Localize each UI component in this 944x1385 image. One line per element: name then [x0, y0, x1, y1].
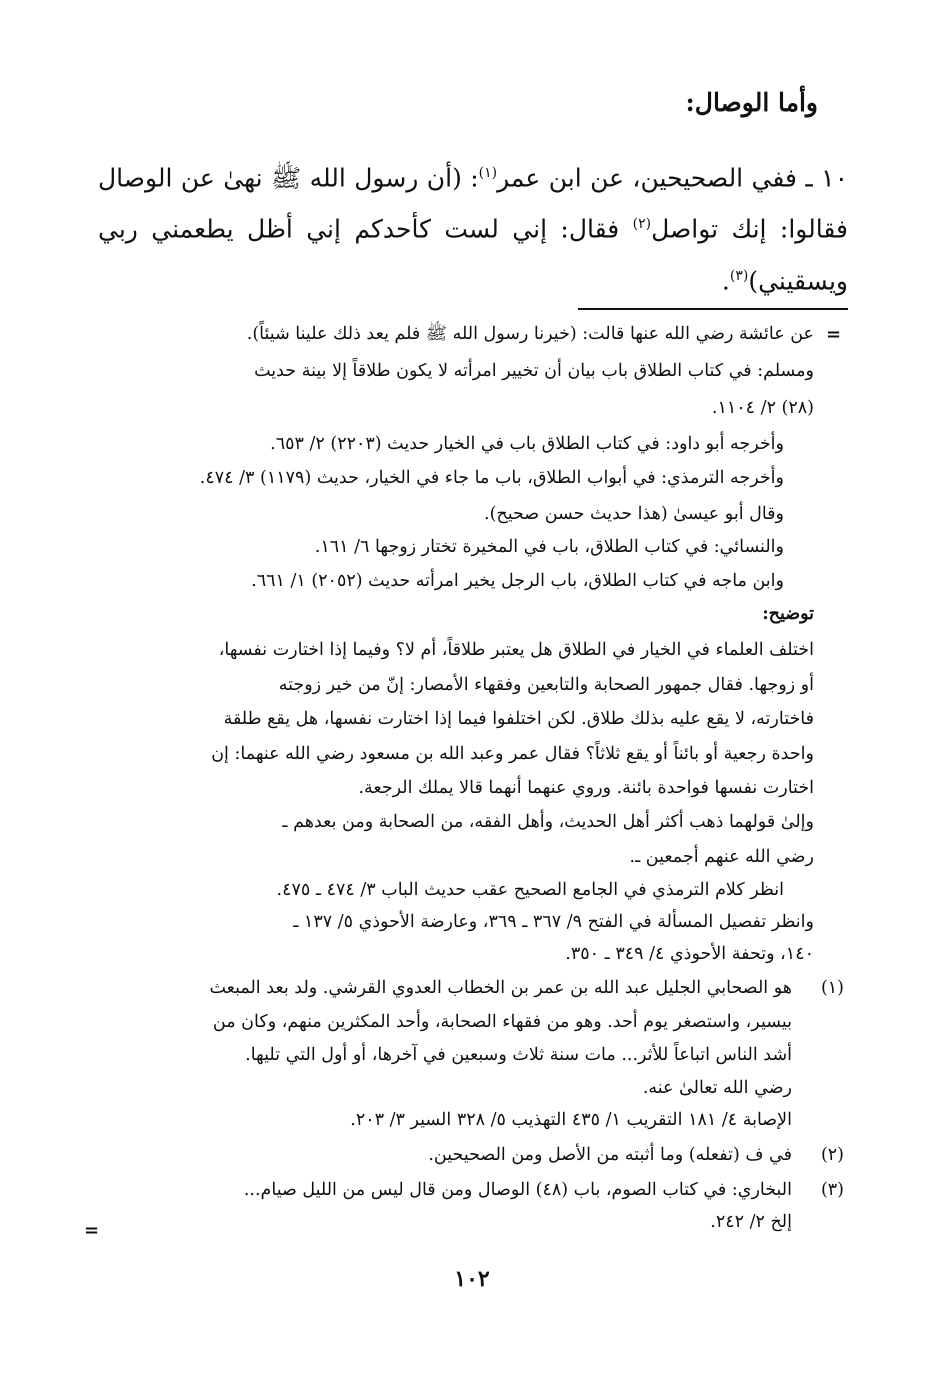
- footnote-line: فاختارته، لا يقع عليه بذلك طلاق. لكن اختلفوا فيما إذا اختارت نفسها، هل يقع طلقة: [223, 709, 814, 729]
- footnote-line: عن عائشة رضي الله عنها قالت: (خيرنا رسول الله ﷺ فلم يعد ذلك علينا شيئاً).: [246, 324, 814, 344]
- footnote-line: وأخرجه أبو داود: في كتاب الطلاق باب في الخيار حديث (٢٢٠٣) ٢/ ٦٥٣.: [270, 434, 784, 454]
- footnote-line: وابن ماجه في كتاب الطلاق، باب الرجل يخير امرأته حديث (٢٠٥٢) ١/ ٦٦١.: [251, 571, 784, 591]
- footnote-line: ١٤٠، وتحفة الأحوذي ٤/ ٣٤٩ ـ ٣٥٠.: [565, 944, 814, 964]
- page-number: ١٠٢: [454, 1266, 490, 1292]
- footnote-line: والنسائي: في كتاب الطلاق، باب في المخيرة تختار زوجها ٦/ ١٦١.: [314, 537, 784, 557]
- footnote-line: اختلف العلماء في الخيار في الطلاق هل يعتبر طلاقاً، أم لا؟ وفيما إذا اختارت نفسها،: [218, 640, 814, 660]
- footnote-ref-2[interactable]: (٢): [632, 216, 652, 233]
- clarification-heading: توضيح:: [762, 604, 814, 624]
- hadith-paragraph: [98, 150, 848, 304]
- footnote-line: رضي الله تعالىٰ عنه.: [642, 1078, 792, 1098]
- footnote-line: واحدة رجعية أو بائناً أو يقع ثلاثاً؟ فقال عمر وعبد الله بن مسعود رضي الله عنهما: إن: [211, 744, 814, 764]
- hadith-text-part-1: ١٠ ـ ففي الصحيحين، عن ابن عمر: [497, 163, 848, 193]
- footnote-ref-1[interactable]: (١): [478, 165, 498, 181]
- hadith-text-part-4: .: [721, 265, 730, 295]
- hadith-text-part-2: : (أن رسول الله ﷺ نهىٰ عن الوصال فقالوا: إنك تواصل: [98, 163, 849, 244]
- footnote-line: أشد الناس اتباعاً للأثر... مات سنة ثلاث وسبعين في آخرها، أو أول التي تليها.: [245, 1045, 792, 1065]
- footnote-line: اختارت نفسها فواحدة بائنة. وروي عنهما أنهما قالا يملك الرجعة.: [358, 778, 814, 798]
- footnote-line: البخاري: في كتاب الصوم، باب (٤٨) الوصال ومن قال ليس من الليل صيام...: [243, 1180, 792, 1200]
- footnote-line: الإصابة ٤/ ١٨١ التقريب ١/ ٤٣٥ التهذيب ٥/ ٣٢٨ السير ٣/ ٢٠٣.: [350, 1110, 792, 1130]
- footnote-line: أو زوجها. فقال جمهور الصحابة والتابعين وفقهاء الأمصار: إنّ من خير زوجته: [278, 675, 814, 695]
- footnote-number-1: (١): [820, 978, 844, 998]
- continuation-mark: =: [826, 324, 842, 345]
- footnote-line: وقال أبو عيسىٰ (هذا حديث حسن صحيح).: [484, 504, 784, 524]
- footnote-separator: [578, 308, 848, 310]
- footnote-line: وأخرجه الترمذي: في أبواب الطلاق، باب ما جاء في الخيار، حديث (١١٧٩) ٣/ ٤٧٤.: [199, 468, 784, 488]
- footnote-number-3: (٣): [820, 1180, 844, 1200]
- footnote-line: وإلىٰ قولهما ذهب أكثر أهل الحديث، وأهل الفقه، من الصحابة ومن بعدهم ـ: [282, 812, 814, 832]
- continuation-mark-end: =: [84, 1220, 100, 1241]
- footnote-line: بيسير، واستصغر يوم أحد. وهو من فقهاء الصحابة، وأحد المكثرين منهم، وكان من: [212, 1012, 792, 1032]
- section-heading: وأما الوصال:: [685, 88, 818, 117]
- footnote-line: في ف (تفعله) وما أثبته من الأصل ومن الصحيحين.: [428, 1145, 792, 1165]
- footnote-ref-3[interactable]: (٣): [729, 267, 749, 284]
- footnote-line: وانظر تفصيل المسألة في الفتح ٩/ ٣٦٧ ـ ٣٦٩، وعارضة الأحوذي ٥/ ١٣٧ ـ: [293, 912, 814, 932]
- footnote-line: انظر كلام الترمذي في الجامع الصحيح عقب حديث الباب ٣/ ٤٧٤ ـ ٤٧٥.: [276, 880, 784, 900]
- footnote-line: ومسلم: في كتاب الطلاق باب بيان أن تخيير امرأته لا يكون طلاقاً إلا بينة حديث: [254, 361, 814, 381]
- footnote-line: (٢٨) ٢/ ١١٠٤.: [711, 398, 814, 418]
- footnote-line: إلخ ٢/ ٢٤٢.: [710, 1212, 792, 1232]
- hadith-text-part-3: فقال: إني لست كأحدكم إني أظل يطعمني ربي ويسقيني): [98, 214, 848, 295]
- footnote-line: رضي الله عنهم أجمعين ـ.: [629, 847, 814, 867]
- footnote-number-2: (٢): [820, 1145, 844, 1165]
- footnote-line: هو الصحابي الجليل عبد الله بن عمر بن الخطاب العدوي القرشي. ولد بعد المبعث: [209, 978, 792, 998]
